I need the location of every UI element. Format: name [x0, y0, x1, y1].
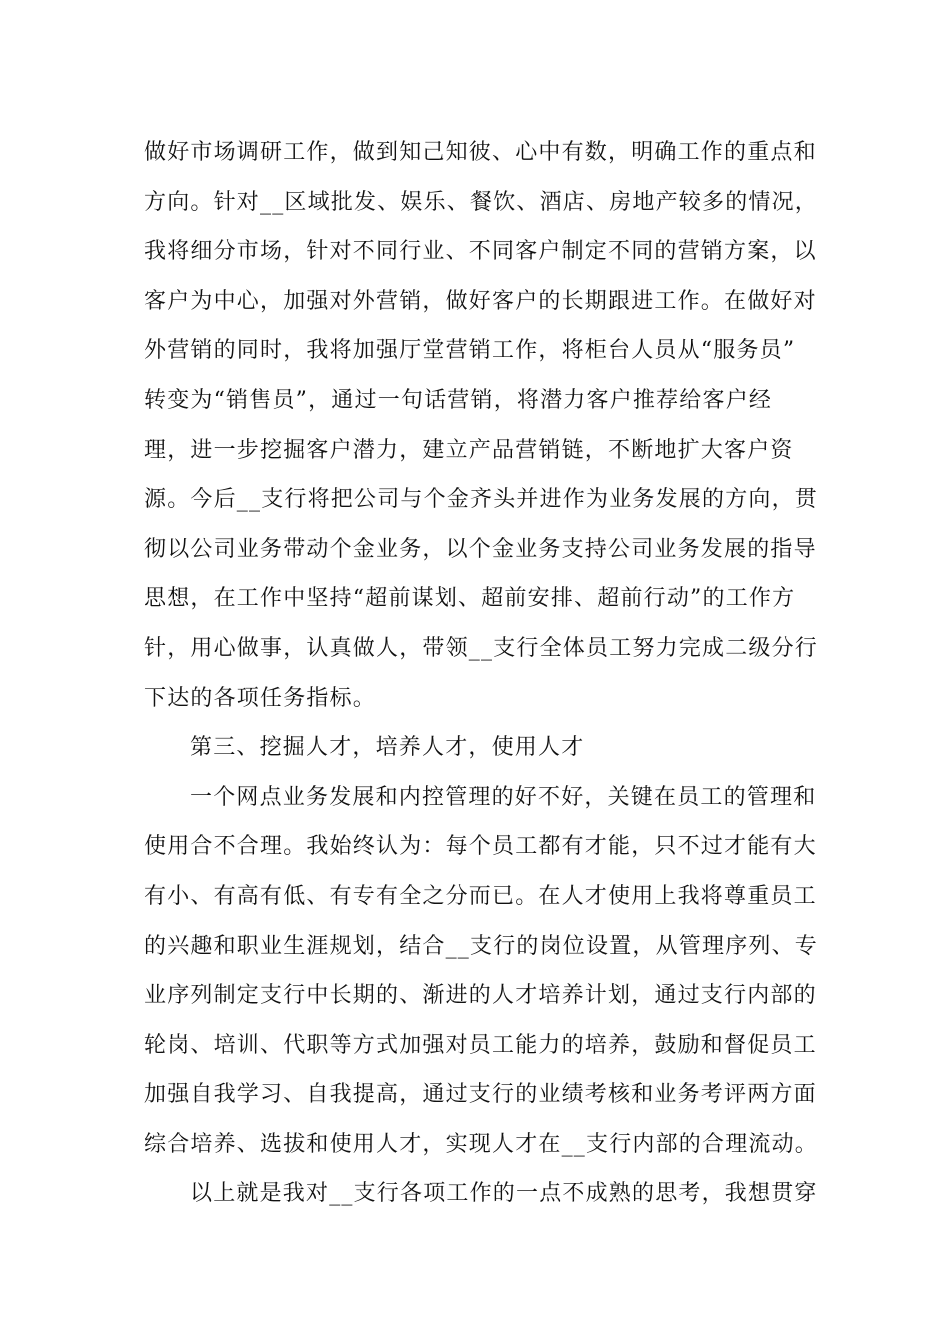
text-line: 下达的各项任务指标。 — [144, 685, 377, 711]
text-line: 转变为“销售员”，通过一句话营销，将潜力客户推荐给客户经 — [144, 387, 773, 413]
text-line: 加强自我学习、自我提高，通过支行的业绩考核和业务考评两方面 — [144, 1082, 817, 1108]
text-line: 针，用心做事，认真做人，带领__支行全体员工努力完成二级分行 — [144, 635, 819, 661]
paragraph-p4 — [144, 1169, 818, 1219]
text-line: 方向。针对__区域批发、娱乐、餐饮、酒店、房地产较多的情况， — [144, 189, 819, 215]
text-line: 客户为中心，加强对外营销，做好客户的长期跟进工作。在做好对 — [144, 288, 817, 314]
paragraph-p3 — [144, 773, 819, 1170]
text-line: 有小、有高有低、有专有全之分而已。在人才使用上我将尊重员工 — [144, 883, 817, 909]
text-line: 综合培养、选拔和使用人才，实现人才在__支行内部的合理流动。 — [144, 1131, 819, 1157]
paragraph-p2 — [144, 723, 812, 773]
text-line: 以上就是我对__支行各项工作的一点不成熟的思考，我想贯穿 — [190, 1181, 818, 1207]
text-line: 外营销的同时，我将加强厅堂营销工作，将柜台人员从“服务员” — [144, 338, 796, 364]
text-line: 理，进一步挖掘客户潜力，建立产品营销链，不断地扩大客户资 — [144, 437, 794, 463]
document-body — [144, 128, 819, 1219]
text-line: 使用合不合理。我始终认为：每个员工都有才能，只不过才能有大 — [144, 834, 817, 860]
text-line: 业序列制定支行中长期的、渐进的人才培养计划，通过支行内部的 — [144, 983, 817, 1009]
text-line: 一个网点业务发展和内控管理的好不好，关键在员工的管理和 — [190, 784, 817, 810]
text-line: 第三、挖掘人才，培养人才，使用人才 — [190, 735, 585, 761]
text-line: 的兴趣和职业生涯规划，结合__支行的岗位设置，从管理序列、专 — [144, 933, 819, 959]
paragraph-p1 — [144, 128, 819, 723]
text-line: 做好市场调研工作，做到知己知彼、心中有数，明确工作的重点和 — [144, 140, 817, 165]
text-line: 彻以公司业务带动个金业务，以个金业务支持公司业务发展的指导 — [144, 536, 817, 562]
text-line: 轮岗、培训、代职等方式加强对员工能力的培养，鼓励和督促员工 — [144, 1032, 817, 1058]
text-line: 我将细分市场，针对不同行业、不同客户制定不同的营销方案，以 — [144, 239, 817, 265]
text-line: 思想，在工作中坚持“超前谋划、超前安排、超前行动”的工作方 — [144, 586, 796, 612]
text-line: 源。今后__支行将把公司与个金齐头并进作为业务发展的方向，贯 — [144, 487, 819, 513]
